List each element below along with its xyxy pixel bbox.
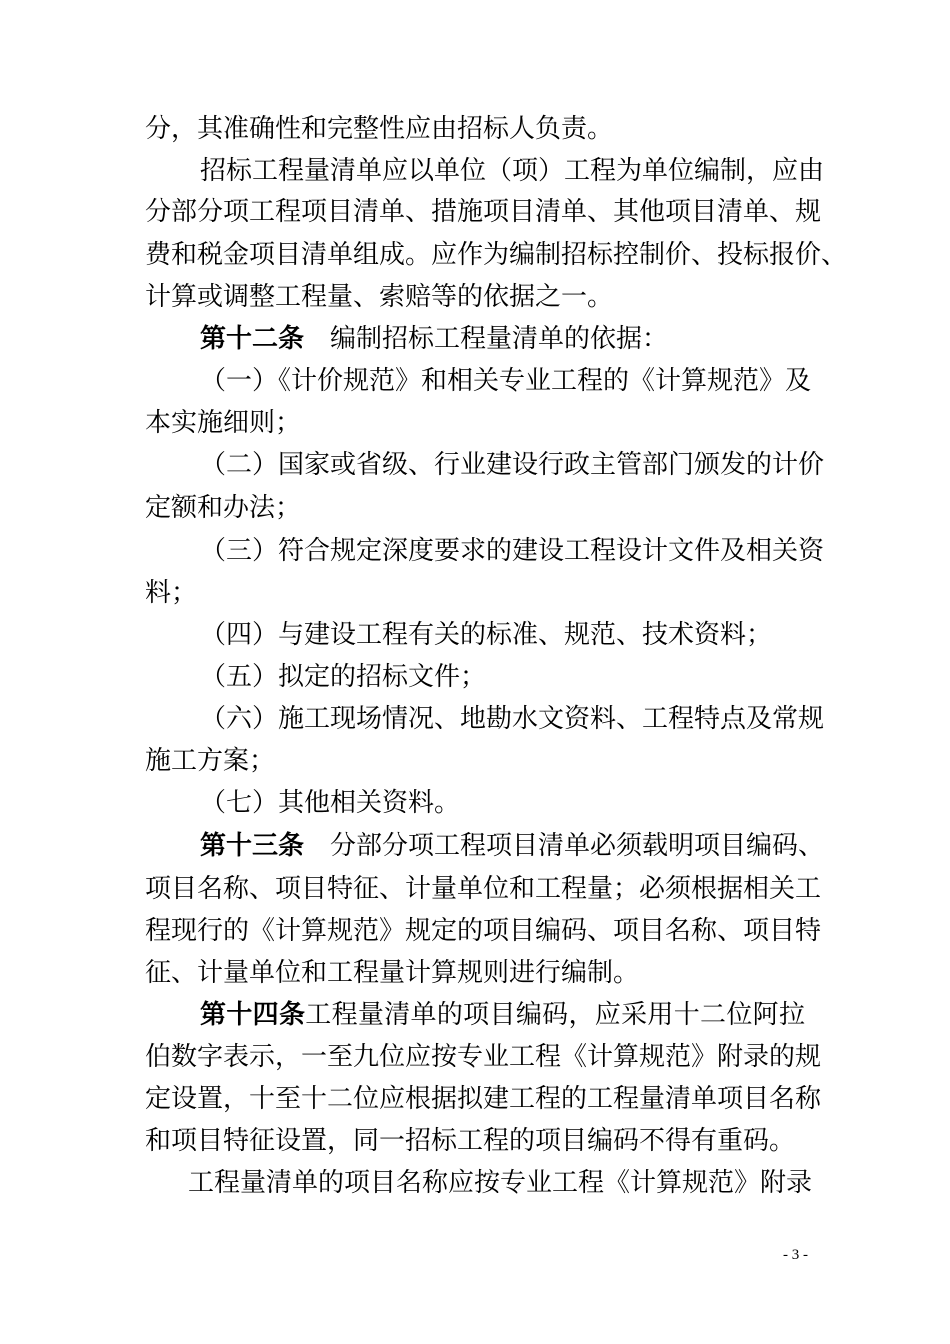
text-span: 伯数字表示，一至九位应按专业工程《计算规范》附录的规: [145, 1042, 822, 1072]
article-heading: 第十二条: [200, 324, 305, 354]
text-line: [145, 487, 805, 529]
text-line: [200, 782, 805, 824]
text-span: （四）与建设工程有关的标准、规范、技术资料；: [200, 620, 773, 650]
text-span: 招标工程量清单应以单位（项）工程为单位编制，应由: [200, 156, 825, 186]
text-line: [145, 1078, 822, 1120]
text-line: [145, 952, 805, 994]
text-span: 分，其准确性和完整性应由招标人负责。: [145, 114, 614, 144]
text-line: [200, 614, 805, 656]
article-heading: 第十三条: [200, 831, 305, 861]
text-line: [200, 444, 825, 486]
text-span: 费和税金项目清单组成。应作为编制招标控制价、投标报价、: [145, 240, 848, 270]
article-heading: 第十四条: [200, 1000, 306, 1030]
text-line: [145, 276, 805, 318]
text-line: [145, 572, 805, 614]
text-span: 编制招标工程量清单的依据：: [304, 324, 669, 354]
text-span: 征、计量单位和工程量计算规则进行编制。: [145, 958, 640, 988]
text-line: [200, 656, 805, 698]
text-line: [145, 1120, 805, 1162]
text-span: 和项目特征设置，同一招标工程的项目编码不得有重码。: [145, 1126, 796, 1156]
text-span: （一）《计价规范》和相关专业工程的《计算规范》及: [200, 366, 812, 396]
text-line: [145, 108, 805, 150]
text-line: [145, 740, 805, 782]
text-span: 分部分项工程项目清单、措施项目清单、其他项目清单、规: [145, 197, 822, 227]
text-line: [200, 318, 805, 360]
text-line: [200, 698, 825, 740]
text-line: [145, 910, 822, 952]
text-line: [145, 191, 822, 233]
text-span: （五）拟定的招标文件；: [200, 662, 487, 692]
text-line: [200, 994, 805, 1036]
text-line: [145, 1036, 822, 1078]
text-line: [188, 1162, 813, 1204]
text-span: 工程量清单的项目编码，应采用十二位阿拉: [305, 1000, 805, 1030]
text-span: （三）符合规定深度要求的建设工程设计文件及相关资: [200, 536, 825, 566]
text-line: [200, 530, 825, 572]
text-span: 计算或调整工程量、索赔等的依据之一。: [145, 282, 614, 312]
text-span: 定额和办法；: [145, 493, 302, 523]
text-line: [200, 150, 825, 192]
text-span: 项目名称、项目特征、计量单位和工程量；必须根据相关工: [145, 874, 822, 904]
page-number: - 3 -: [783, 1247, 808, 1263]
text-line: [145, 402, 805, 444]
text-span: （二）国家或省级、行业建设行政主管部门颁发的计价: [200, 450, 825, 480]
text-line: [145, 234, 848, 276]
text-span: （六）施工现场情况、地勘水文资料、工程特点及常规: [200, 704, 825, 734]
text-span: 本实施细则；: [145, 408, 302, 438]
text-span: （七）其他相关资料。: [200, 788, 461, 818]
text-span: 分部分项工程项目清单必须载明项目编码、: [304, 831, 825, 861]
text-line: [200, 825, 825, 867]
text-span: 料；: [145, 578, 198, 608]
text-span: 程现行的《计算规范》规定的项目编码、项目名称、项目特: [145, 916, 822, 946]
text-span: 施工方案；: [145, 746, 276, 776]
text-line: [200, 360, 812, 402]
text-span: 定设置，十至十二位应根据拟建工程的工程量清单项目名称: [145, 1084, 822, 1114]
text-line: [145, 868, 822, 910]
text-span: 工程量清单的项目名称应按专业工程《计算规范》附录: [188, 1168, 813, 1198]
